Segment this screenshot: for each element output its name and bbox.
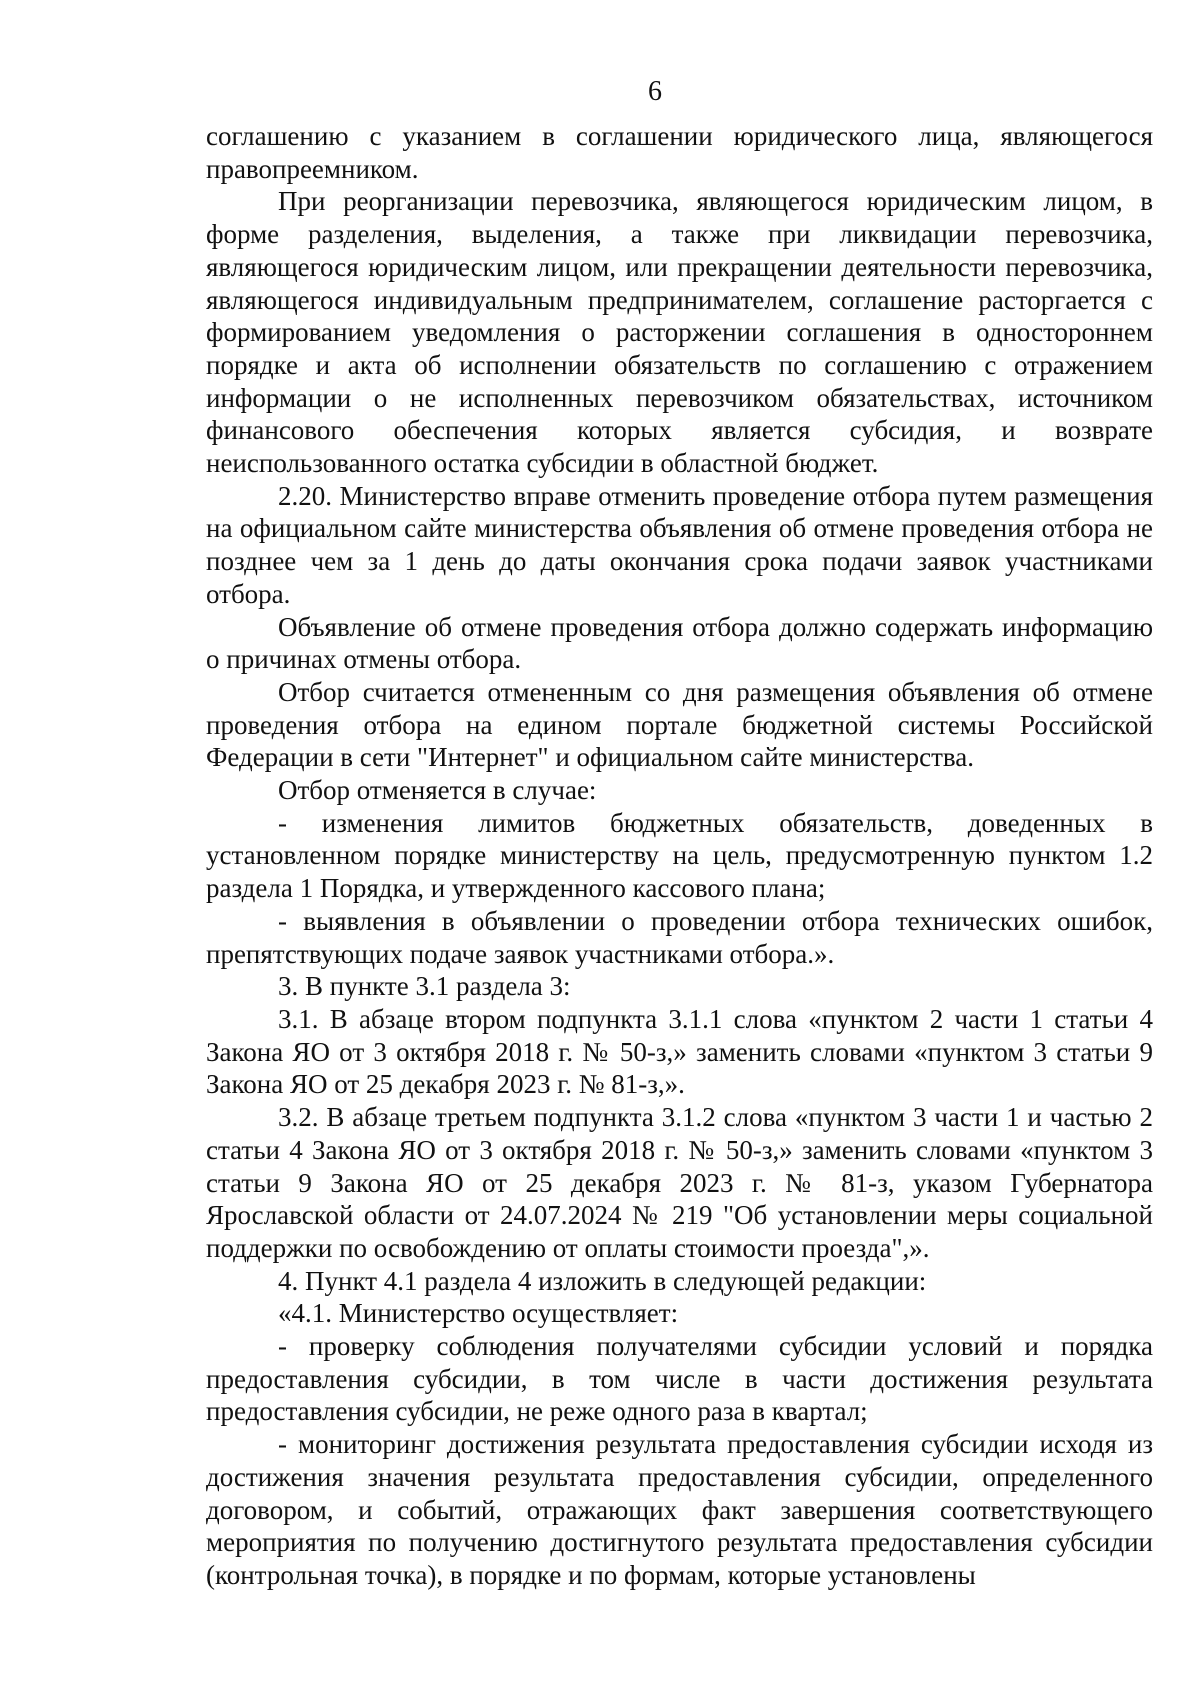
page-number: 6 [648,76,662,107]
paragraph-item-4: 4. Пункт 4.1 раздела 4 изложить в следующей редакции: [278,1265,927,1296]
list-item-monitoring: - мониторинг достижения результата предоставления субсидии исходя из достижения значения результата предоставления субсидии, определенного договором, и событий, отражающих факт завершения соответствующего мероприятия по получению достигнутого результата предоставления субсидии (контрольная точка), в порядке и по формам, которые установлены [206,1429,1153,1590]
paragraph-continuation: соглашению с указанием в соглашении юридического лица, являющегося правопреемником. [206,121,1153,184]
list-item-technical-errors: - выявления в объявлении о проведении отбора технических ошибок, препятствующих подаче заявок участниками отбора.». [206,905,1153,969]
paragraph-4-1: «4.1. Министерство осуществляет: [278,1298,679,1329]
paragraph-item-3: 3. В пункте 3.1 раздела 3: [278,971,571,1002]
paragraph-3-2: 3.2. В абзаце третьем подпункта 3.1.2 слова «пунктом 3 части 1 и частью 2 статьи 4 Закона ЯО от 3 октября 2018 г. № 50-з,» заменить словами «пунктом 3 статьи 9 Закона ЯО от 25 декабря 2023 г. № 81-з, указом Губернатора Ярославской области от 24.07.2024 № 219 "Об установлении меры социальной поддержки по освобождению от оплаты стоимости проезда",». [206,1102,1153,1263]
list-item-limits-change: - изменения лимитов бюджетных обязательств, доведенных в установленном порядке министерству на цель, предусмотренную пунктом 1.2 раздела 1 Порядка, и утвержденного кассового плана; [206,807,1153,904]
document-body [206,120,1153,1592]
paragraph-2-20: 2.20. Министерство вправе отменить проведение отбора путем размещения на официальном сайте министерства объявления об отмене проведения отбора не позднее чем за 1 день до даты окончания срока подачи заявок участниками отбора. [206,480,1153,609]
list-item-compliance-check: - проверку соблюдения получателями субсидии условий и порядка предоставления субсидии, в том числе в части достижения результата предоставления субсидии, не реже одного раза в квартал; [206,1331,1153,1427]
paragraph-3-1: 3.1. В абзаце втором подпункта 3.1.1 слова «пунктом 2 части 1 статьи 4 Закона ЯО от 3 октября 2018 г. № 50-з,» заменить словами «пунктом 3 статьи 9 Закона ЯО от 25 декабря 2023 г. № 81-з,». [206,1003,1153,1100]
paragraph-cancel-cases: Отбор отменяется в случае: [278,775,597,806]
paragraph-cancel-effective: Отбор считается отмененным со дня размещения объявления об отмене проведения отбора на едином портале бюджетной системы Российской Федерации в сети "Интернет" и официальном сайте министерства. [206,676,1153,773]
paragraph-reorganization: При реорганизации перевозчика, являющегося юридическим лицом, в форме разделения, выделения, а также при ликвидации перевозчика, являющегося юридическим лицом, или прекращении деятельности перевозчика, являющегося индивидуальным предпринимателем, соглашение расторгается с формированием уведомления о расторжении соглашения в одностороннем порядке и акта об исполнении обязательств по соглашению с отражением информации о не исполненных перевозчиком обязательствах, источником финансового обеспечения которых является субсидия, и возврате неиспользованного остатка субсидии в областной бюджет. [206,186,1153,479]
paragraph-cancel-notice-content: Объявление об отмене проведения отбора должно содержать информацию о причинах отмены отбора. [206,611,1153,675]
